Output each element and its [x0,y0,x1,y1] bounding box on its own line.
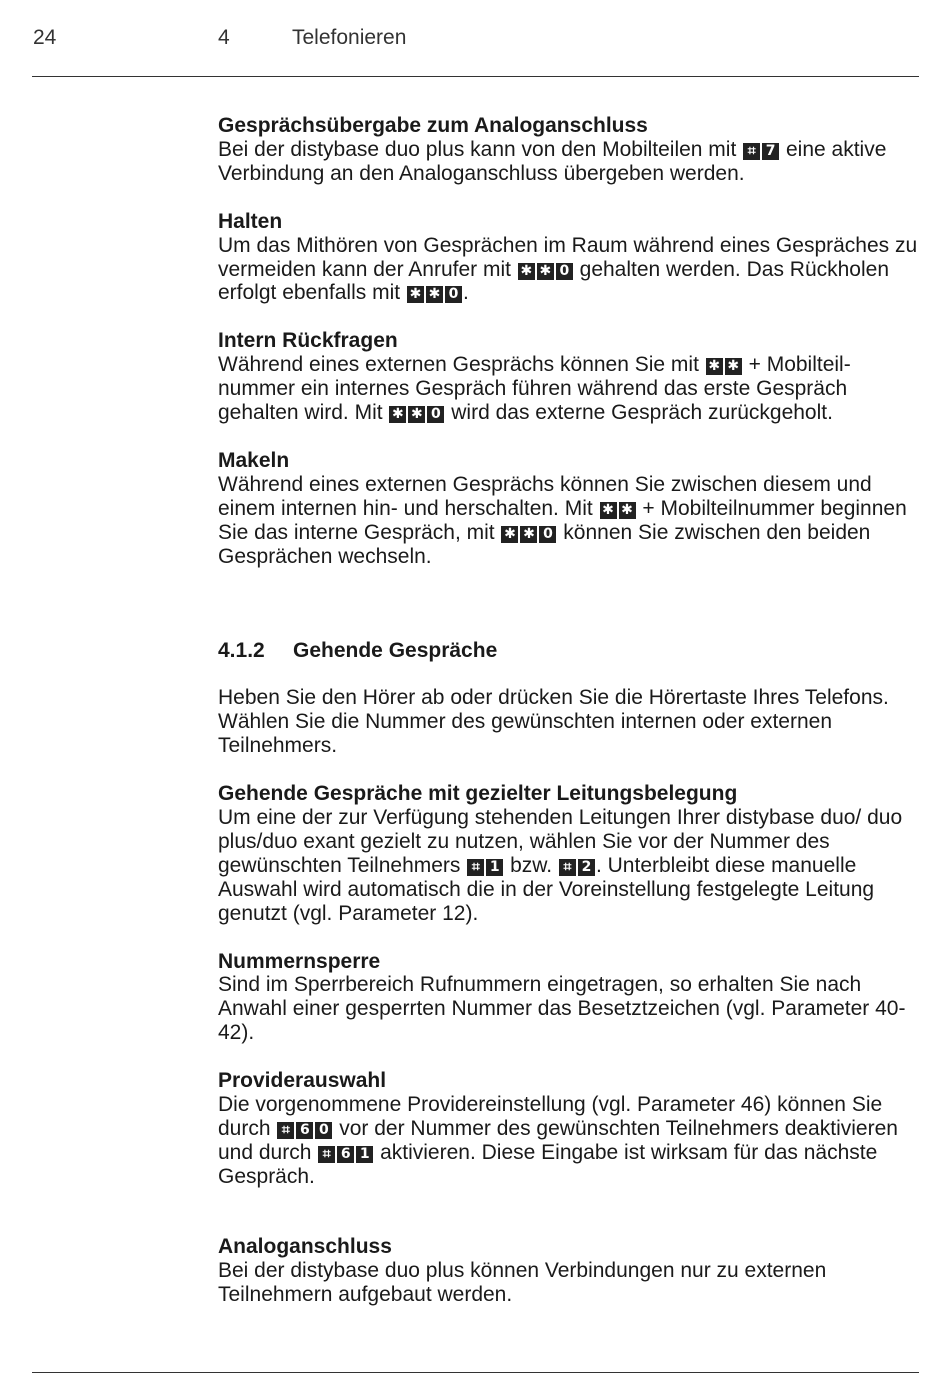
key-star-icon: ✱ [537,263,554,280]
key-star-icon: ✱ [408,406,425,423]
key-6: 6 [296,1122,313,1139]
page-header [0,24,950,54]
key-star-icon: ✱ [518,263,535,280]
section-makeln [218,449,918,569]
key-1: 1 [486,859,503,876]
key-0: 0 [445,286,462,303]
section-text: Während eines externen Gesprächs können Sie mit ✱ ✱ + Mobilteilnummer ein internes Gespräch führen während das erste Gespräch gehalten wird. Mit ✱ ✱ 0 wird das externe Gespräch zurückgeholt. [218,353,851,425]
key-hash-icon: ⌗ [277,1122,294,1139]
section-providerauswahl [218,1069,918,1189]
section-intern-rueckfragen [218,329,918,425]
key-7: 7 [762,143,779,160]
section-title: Intern Rückfragen [218,329,398,353]
chapter-title: Telefonieren [292,26,407,49]
key-0: 0 [539,526,556,543]
section-analoganschluss [218,1235,918,1307]
key-star-icon: ✱ [619,502,636,519]
key-hash-icon: ⌗ [559,859,576,876]
section-text: Während eines externen Gesprächs können Sie zwischen diesem und einem internen hin- und herschalten. Mit ✱ ✱ + Mobilteilnummer beginnen Sie das interne Gespräch, mit ✱ ✱ 0 können Sie zwischen den beiden Gesprächen wechseln. [218,472,907,568]
key-hash-icon: ⌗ [318,1146,335,1163]
key-star-icon: ✱ [426,286,443,303]
section-text: Die vorgenommene Providereinstellung (vgl. Parameter 46) können Sie durch ⌗ 6 0 vor der Nummer des gewünschten Teilnehmers deaktivieren und durch ⌗ 6 1 aktivieren. Diese Eingabe ist wirksam für das nächste Gespräch. [218,1093,898,1188]
section-title: Gesprächsübergabe zum Analoganschluss [218,114,648,137]
key-hash-icon: ⌗ [743,143,760,160]
section-text: Bei der distybase duo plus kann von den Mobilteilen mit ⌗ 7 eine aktive Verbindung an den Analoganschluss übergeben werden. [218,137,887,185]
section-title: Analoganschluss [218,1234,392,1258]
key-2: 2 [578,859,595,876]
section-gespraechsuebergabe [218,114,918,186]
header-divider [32,76,919,77]
section-text: Sind im Sperrbereich Rufnummern eingetragen, so erhalten Sie nach Anwahl einer gesperrten Nummer das Besetztzeichen (vgl. Parameter 40-42). [218,973,906,1045]
key-0: 0 [556,263,573,280]
key-star-icon: ✱ [389,406,406,423]
section-text: Heben Sie den Hörer ab oder drücken Sie die Hörertaste Ihres Telefons. Wählen Sie die Nummer des gewünschten internen oder externen Teilnehmers. [218,686,889,758]
section-leitungsbelegung [218,782,918,925]
page-number: 24 [33,26,57,49]
section-text: Um eine der zur Verfügung stehenden Leitungen Ihrer distybase duo/ duo plus/duo exant gezielt zu nutzen, wählen Sie vor der Nummer des gewünschten Teilnehmers ⌗ 1 bzw. ⌗ 2 . Unterbleibt diese manuelle Auswahl wird automatisch die in der Voreinstellung festgelegte Leitung genutzt (vgl. Parameter 12). [218,806,903,925]
page-content [218,114,918,1306]
key-0: 0 [427,406,444,423]
key-hash-icon: ⌗ [467,859,484,876]
chapter-number: 4 [218,26,230,49]
section-gehende-gespraeche [218,639,918,759]
key-star-icon: ✱ [520,526,537,543]
section-title: Nummernsperre [218,949,381,973]
key-1: 1 [356,1146,373,1163]
section-title: Providerauswahl [218,1069,387,1093]
section-halten [218,210,918,306]
section-text: Bei der distybase duo plus können Verbindungen nur zu externen Teilnehmern aufgebaut werden. [218,1258,827,1306]
section-heading [218,639,918,663]
section-title: Halten [218,209,283,233]
section-text: Um das Mithören von Gesprächen im Raum während eines Gespräches zu vermeiden kann der Anrufer mit ✱ ✱ 0 gehalten werden. Das Rückholen erfolgt ebenfalls mit ✱ ✱ 0 . [218,233,918,305]
key-star-icon: ✱ [725,358,742,375]
key-star-icon: ✱ [600,502,617,519]
key-0: 0 [315,1122,332,1139]
key-star-icon: ✱ [706,358,723,375]
section-number: 4.1.2 [218,638,265,662]
section-heading-title: Gehende Gespräche [293,638,498,662]
section-title: Makeln [218,448,290,472]
footer-divider [32,1372,919,1373]
section-title: Gehende Gespräche mit gezielter Leitungsbelegung [218,782,738,806]
key-star-icon: ✱ [407,286,424,303]
key-star-icon: ✱ [501,526,518,543]
key-6: 6 [337,1146,354,1163]
section-nummernsperre [218,950,918,1046]
